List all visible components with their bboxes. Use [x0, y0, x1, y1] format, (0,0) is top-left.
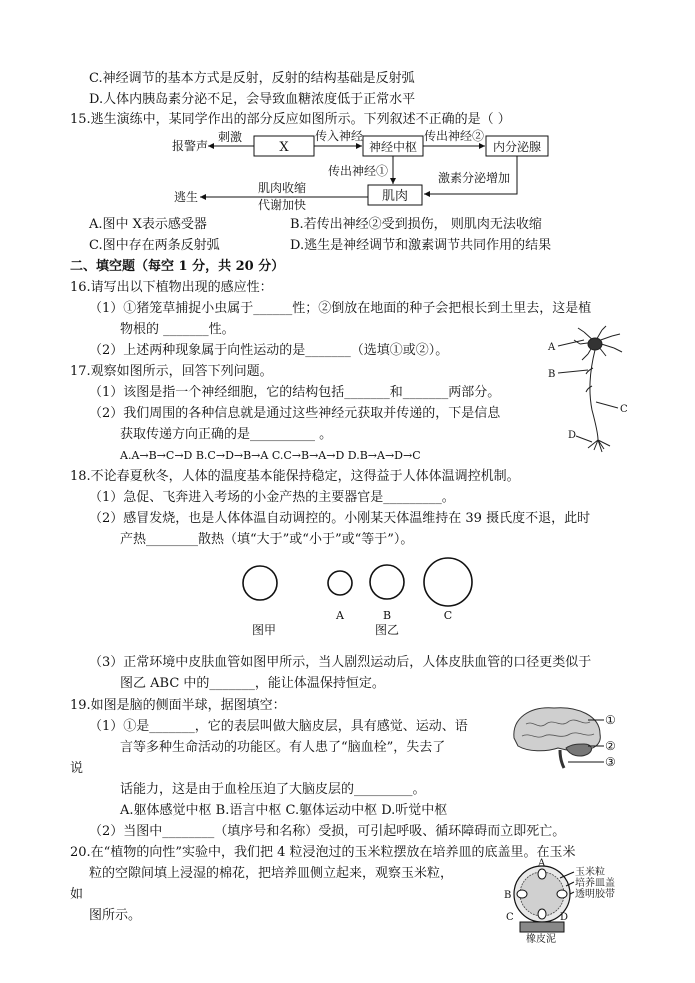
question-18: 18.不论春夏秋冬，人体的温度基本能保持稳定，这得益于人体体温调控机制。 — [70, 469, 520, 484]
contract-label-2: 代谢加快 — [258, 198, 307, 212]
dish-label-a: A — [538, 858, 546, 869]
dish-label-tape: 透明胶带 — [575, 889, 615, 900]
option-d-q15: D.逃生是神经调节和激素调节共同作用的结果 — [290, 238, 552, 253]
q19-part2: （2）当图中________（填序号和名称）受损，可引起呼吸、循环障碍而立即死亡。 — [89, 824, 566, 839]
vessel-jia — [243, 566, 277, 600]
q18-part2-cont: 产热________散热（填“大于”或“小于”或“等于”）。 — [120, 532, 414, 547]
q19-part1-cont: 言等多种生命活动的功能区。有人患了“脑血栓”，失去了 — [120, 740, 446, 755]
fig-yi-label: 图乙 — [374, 623, 400, 637]
q20-wrap: 如 — [70, 887, 84, 902]
neuron-label-d: D — [568, 430, 577, 441]
q17-part1: （1）该图是指一个神经细胞，它的结构包括_______和_______两部分。 — [89, 385, 501, 400]
q16-part1-cont: 物根的 _______性。 — [120, 322, 235, 337]
dish-label-corn: 玉米粒 — [575, 867, 605, 878]
q17-options: A.A→B→C→D B.C→D→B→A C.C→B→A→D D.B→A→D→C — [120, 449, 421, 462]
q16-part1: （1）①猪笼草捕捉小虫属于______性；②倒放在地面的种子会把根长到土里去，这是植 — [89, 301, 592, 316]
stimulus-label: 刺激 — [218, 130, 243, 144]
dish-label-b: B — [504, 890, 512, 901]
vessel-label-a: A — [336, 609, 344, 622]
escape-label: 逃生 — [174, 190, 199, 204]
q18-part1: （1）急促、飞奔进入考场的小金产热的主要器官是_________。 — [89, 490, 455, 505]
option-b-q15: B.若传出神经②受到损伤， 则肌肉无法收缩 — [290, 217, 542, 232]
hormone-label: 激素分泌增加 — [438, 171, 511, 185]
petri-dish-diagram — [500, 858, 630, 944]
q20-cont2: 图所示。 — [89, 908, 142, 923]
efferent1-label: 传出神经① — [328, 164, 389, 178]
q20-cont: 粒的空隙间填上浸湿的棉花，把培养皿侧立起来，观察玉米粒， — [89, 866, 454, 881]
option-d-q14: D.人体内胰岛素分泌不足，会导致血糖浓度低于正常水平 — [89, 92, 416, 107]
q19-options: A.躯体感觉中枢 B.语言中枢 C.躯体运动中枢 D.听觉中枢 — [120, 803, 448, 818]
center-label: 神经中枢 — [368, 140, 418, 154]
vessel-b — [370, 565, 404, 599]
x-label: X — [279, 140, 289, 155]
dish-label-c: C — [506, 912, 514, 923]
q18-part3-cont: 图乙 ABC 中的_______，能让体温保持恒定。 — [120, 676, 385, 691]
brain-label-1: ① — [605, 713, 616, 727]
neuron-label-c: C — [620, 404, 628, 415]
brain-label-3: ③ — [605, 755, 616, 769]
q18-part2: （2）感冒发烧，也是人体体温自动调控的。小刚某天体温维持在 39 摄氏度不退，此时 — [89, 511, 591, 526]
neuron-label-a: A — [548, 342, 556, 353]
section-heading: 二、填空题（每空 1 分，共 20 分） — [70, 259, 285, 274]
q17-part2-cont: 获取传递方向正确的是__________ 。 — [120, 427, 333, 442]
q17-part2: （2）我们周围的各种信息就是通过这些神经元获取并传递的，下是信息 — [89, 406, 501, 421]
vessel-label-c: C — [443, 609, 453, 622]
dish-label-d: D — [560, 912, 569, 923]
brain-label-2: ② — [605, 739, 616, 753]
question-16: 16.请写出以下植物出现的感应性： — [70, 280, 273, 295]
dish-label-clay: 橡皮泥 — [526, 934, 556, 945]
q16-part2: （2）上述两种现象属于向性运动的是_______（选填①或②）。 — [89, 343, 449, 358]
option-c-q14: C.神经调节的基本方式是反射，反射的结构基础是反射弧 — [89, 71, 415, 86]
vessel-a — [328, 571, 352, 595]
neuron-label-b: B — [548, 369, 556, 380]
question-20: 20.在“植物的向性”实验中，我们把 4 粒浸泡过的玉米粒摆放在培养皿的底盖里。在玉米 — [70, 845, 576, 860]
question-15: 15.逃生演练中，某同学作出的部分反应如图所示。下列叙述不正确的是（ ） — [70, 112, 511, 127]
vessel-c — [424, 558, 472, 606]
afferent-label: 传入神经 — [315, 129, 364, 143]
muscle-label: 肌肉 — [381, 189, 409, 204]
fig-jia-label: 图甲 — [251, 623, 277, 637]
q18-part3: （3）正常环境中皮肤血管如图甲所示，当人剧烈运动后，人体皮肤血管的口径更类似于 — [89, 655, 592, 670]
alarm-label: 报警声 — [172, 139, 209, 153]
contract-label-1: 肌肉收缩 — [258, 181, 307, 195]
q19-part1-wrap: 说 — [70, 761, 84, 776]
q19-part1-cont2: 话能力，这是由于血栓压迫了大脑皮层的_________。 — [120, 782, 426, 797]
efferent2-label: 传出神经② — [424, 129, 485, 143]
option-a-q15: A.图中 X表示感受器 — [89, 217, 207, 232]
question-19: 19.如图是脑的侧面半球，据图填空： — [70, 698, 286, 713]
dish-label-dish: 培养皿盖 — [575, 878, 615, 889]
vessel-label-b: B — [382, 609, 392, 622]
q19-part1: （1）①是_______，它的表层叫做大脑皮层，具有感觉、运动、语 — [89, 719, 468, 734]
endocrine-label: 内分泌腺 — [492, 140, 542, 154]
question-17: 17.观察如图所示，回答下列问题。 — [70, 364, 273, 379]
brain-diagram — [508, 700, 618, 770]
option-c-q15: C.图中存在两条反射弧 — [89, 238, 220, 253]
